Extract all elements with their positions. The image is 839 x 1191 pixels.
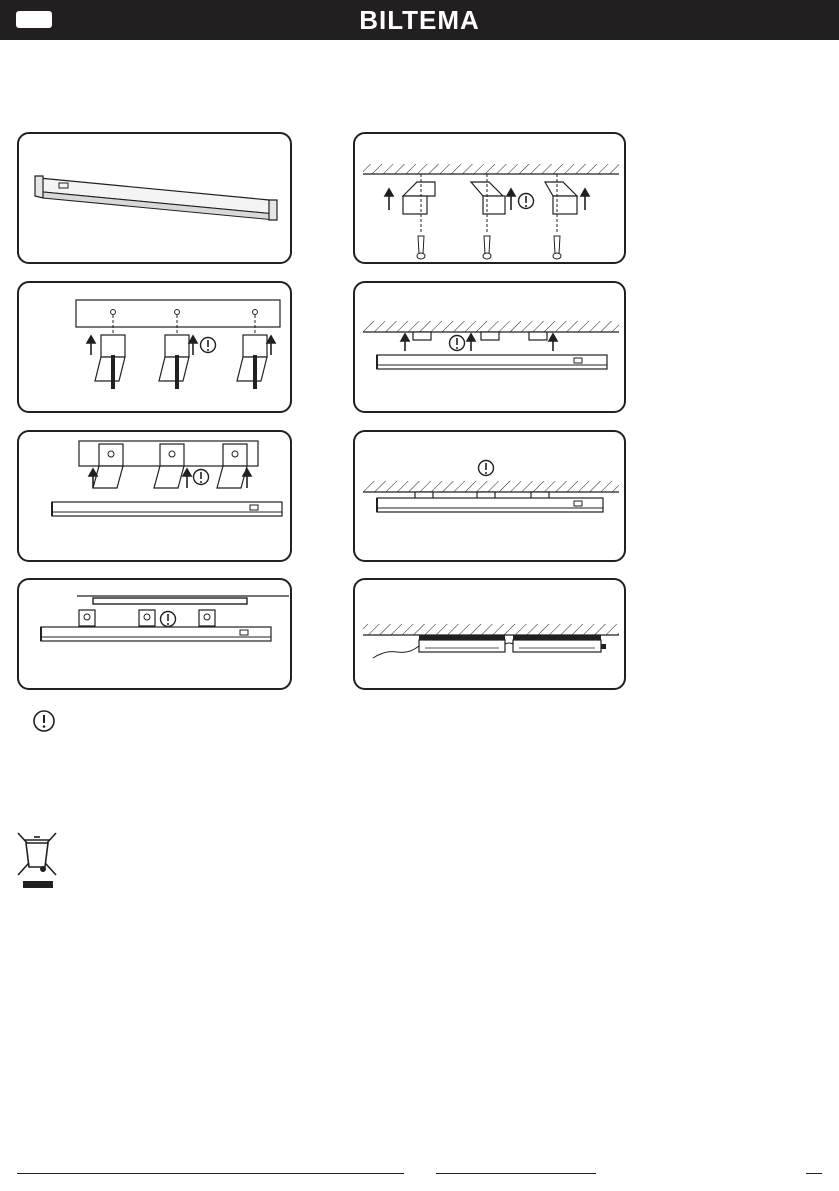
panel-screw-clips-to-ceiling bbox=[353, 132, 626, 264]
brand-logo: BILTEMA bbox=[359, 5, 480, 35]
connected-light-bars-illustration bbox=[355, 580, 626, 690]
exclamation-icon bbox=[32, 709, 56, 733]
exclamation-icon bbox=[161, 612, 176, 627]
clip-spacing-illustration bbox=[19, 580, 292, 690]
panel-clips-on-light-bar bbox=[17, 430, 292, 562]
footer-divider-right bbox=[806, 1173, 822, 1174]
warning-note bbox=[32, 709, 56, 738]
exclamation-icon bbox=[201, 338, 216, 353]
header-bar bbox=[0, 0, 839, 40]
footer-divider-center bbox=[436, 1173, 596, 1174]
panel-clips-aligned-with-holes bbox=[17, 281, 292, 413]
light-bar-mounted-illustration bbox=[355, 432, 626, 562]
panel-product-overview bbox=[17, 132, 292, 264]
crossed-out-wheelie-bin-icon bbox=[16, 831, 58, 896]
exclamation-icon bbox=[194, 470, 209, 485]
panel-connected-light-bars bbox=[353, 578, 626, 690]
panel-light-bar-to-ceiling-clips bbox=[353, 281, 626, 413]
panel-light-bar-mounted bbox=[353, 430, 626, 562]
exclamation-icon bbox=[519, 194, 534, 209]
led-light-bar-illustration bbox=[19, 134, 292, 264]
light-bar-press-into-clips-illustration bbox=[355, 283, 626, 413]
clips-on-light-bar-illustration bbox=[19, 432, 292, 562]
exclamation-icon bbox=[450, 336, 465, 351]
footer-divider-left bbox=[17, 1173, 404, 1174]
exclamation-icon bbox=[479, 461, 494, 476]
clip-alignment-illustration bbox=[19, 283, 292, 413]
panel-clip-spacing bbox=[17, 578, 292, 690]
ceiling-clip-mounting-illustration bbox=[355, 134, 626, 264]
